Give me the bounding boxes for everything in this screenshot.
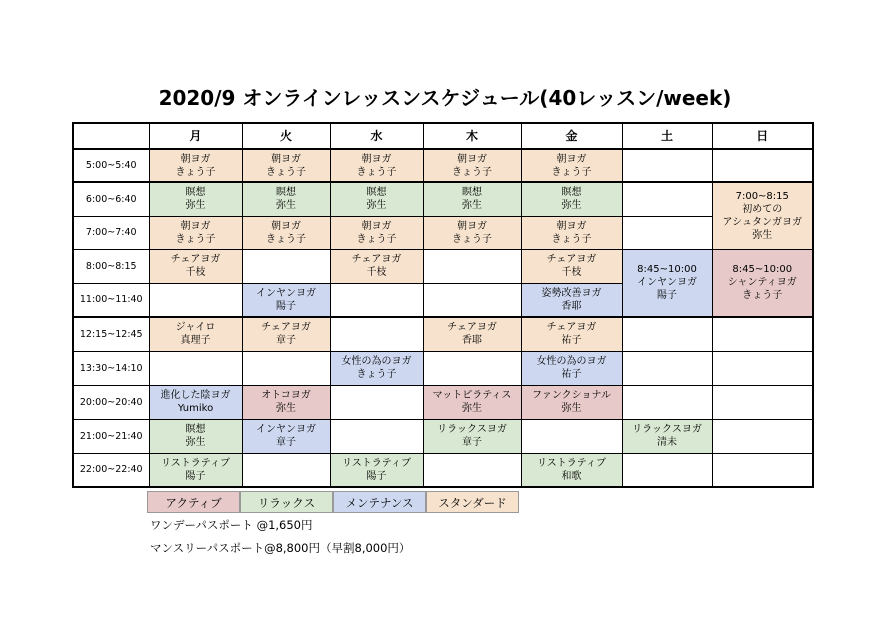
- lesson-cell: チェアヨガ 千枝: [149, 249, 242, 283]
- empty-cell: [242, 453, 330, 487]
- table-row: [73, 216, 813, 249]
- day-header-thu: 木: [423, 123, 521, 149]
- empty-cell: [149, 283, 242, 317]
- lesson-cell: 瞑想 弥生: [242, 182, 330, 216]
- empty-cell: [330, 317, 423, 351]
- legend-standard: スタンダード: [426, 491, 519, 513]
- lesson-cell: 瞑想 弥生: [521, 182, 622, 216]
- lesson-cell: 女性の為のヨガ きょう子: [330, 351, 423, 385]
- lesson-cell: 瞑想 弥生: [423, 182, 521, 216]
- day-header-sat: 土: [622, 123, 712, 149]
- empty-cell: [712, 317, 813, 351]
- time-cell: 20:00~20:40: [73, 385, 149, 419]
- lesson-cell: チェアヨガ 祐子: [521, 317, 622, 351]
- lesson-cell: ジャイロ 真理子: [149, 317, 242, 351]
- time-cell: 7:00~7:40: [73, 216, 149, 249]
- empty-cell: [712, 453, 813, 487]
- empty-cell: [423, 453, 521, 487]
- corner-cell: [73, 123, 149, 149]
- lesson-cell: リストラティブ 和歌: [521, 453, 622, 487]
- lesson-cell: ファンクショナル 弥生: [521, 385, 622, 419]
- empty-cell: [712, 419, 813, 453]
- empty-cell: [242, 351, 330, 385]
- lesson-cell: 朝ヨガ きょう子: [423, 216, 521, 249]
- legend-active: アクティブ: [147, 491, 240, 513]
- lesson-cell: 瞑想 弥生: [149, 419, 242, 453]
- lesson-cell: チェアヨガ 千枝: [330, 249, 423, 283]
- lesson-cell: 7:00~8:15 初めての アシュタンガヨガ 弥生: [712, 182, 813, 249]
- table-row: [73, 149, 813, 182]
- empty-cell: [622, 149, 712, 182]
- lesson-cell: 8:45~10:00 インヤンヨガ 陽子: [622, 249, 712, 317]
- empty-cell: [330, 283, 423, 317]
- time-cell: 8:00~8:15: [73, 249, 149, 283]
- lesson-cell: 朝ヨガ きょう子: [330, 149, 423, 182]
- lesson-cell: 姿勢改善ヨガ 香耶: [521, 283, 622, 317]
- empty-cell: [423, 249, 521, 283]
- lesson-cell: 朝ヨガ きょう子: [242, 149, 330, 182]
- lesson-cell: 朝ヨガ きょう子: [423, 149, 521, 182]
- page-title: 2020/9 オンラインレッスンスケジュール(40レッスン/week): [158, 86, 732, 110]
- empty-cell: [712, 385, 813, 419]
- table-row: [73, 453, 813, 487]
- empty-cell: [712, 351, 813, 385]
- table-row: [73, 182, 813, 216]
- lesson-cell: リストラティブ 陽子: [149, 453, 242, 487]
- table-row: [73, 351, 813, 385]
- time-cell: 12:15~12:45: [73, 317, 149, 351]
- time-cell: 6:00~6:40: [73, 182, 149, 216]
- empty-cell: [149, 351, 242, 385]
- lesson-cell: リラックスヨガ 章子: [423, 419, 521, 453]
- lesson-cell: 朝ヨガ きょう子: [149, 216, 242, 249]
- table-row: [73, 317, 813, 351]
- empty-cell: [330, 385, 423, 419]
- table-row: [73, 385, 813, 419]
- lesson-cell: インヤンヨガ 陽子: [242, 283, 330, 317]
- empty-cell: [521, 419, 622, 453]
- legend-maintenance: メンテナンス: [333, 491, 426, 513]
- day-header-sun: 日: [712, 123, 813, 149]
- table-row: [73, 419, 813, 453]
- table-row: [73, 249, 813, 283]
- lesson-cell: 進化した陰ヨガ Yumiko: [149, 385, 242, 419]
- empty-cell: [423, 351, 521, 385]
- lesson-cell: 朝ヨガ きょう子: [330, 216, 423, 249]
- day-header-tue: 火: [242, 123, 330, 149]
- empty-cell: [622, 216, 712, 249]
- lesson-cell: チェアヨガ 香耶: [423, 317, 521, 351]
- day-header-fri: 金: [521, 123, 622, 149]
- lesson-cell: 朝ヨガ きょう子: [149, 149, 242, 182]
- empty-cell: [622, 453, 712, 487]
- lesson-cell: 8:45~10:00 シャンティヨガ きょう子: [712, 249, 813, 317]
- day-header-row: [73, 123, 813, 149]
- time-cell: 22:00~22:40: [73, 453, 149, 487]
- empty-cell: [330, 419, 423, 453]
- time-cell: 5:00~5:40: [73, 149, 149, 182]
- schedule-table: [72, 122, 814, 488]
- lesson-cell: 女性の為のヨガ 祐子: [521, 351, 622, 385]
- lesson-cell: 朝ヨガ きょう子: [521, 216, 622, 249]
- time-cell: 11:00~11:40: [73, 283, 149, 317]
- day-header-wed: 水: [330, 123, 423, 149]
- empty-cell: [622, 317, 712, 351]
- empty-cell: [242, 249, 330, 283]
- lesson-cell: チェアヨガ 章子: [242, 317, 330, 351]
- lesson-cell: マットピラティス 弥生: [423, 385, 521, 419]
- empty-cell: [622, 182, 712, 216]
- lesson-cell: 瞑想 弥生: [330, 182, 423, 216]
- lesson-cell: チェアヨガ 千枝: [521, 249, 622, 283]
- monthly-pass-note: マンスリーパスポート@8,800円（早割8,000円）: [150, 541, 411, 555]
- color-legend: [147, 491, 519, 513]
- lesson-cell: 朝ヨガ きょう子: [521, 149, 622, 182]
- lesson-cell: オトコヨガ 弥生: [242, 385, 330, 419]
- lesson-cell: 瞑想 弥生: [149, 182, 242, 216]
- empty-cell: [622, 385, 712, 419]
- empty-cell: [423, 283, 521, 317]
- empty-cell: [712, 149, 813, 182]
- empty-cell: [622, 351, 712, 385]
- lesson-cell: インヤンヨガ 章子: [242, 419, 330, 453]
- time-cell: 21:00~21:40: [73, 419, 149, 453]
- lesson-cell: 朝ヨガ きょう子: [242, 216, 330, 249]
- lesson-cell: リストラティブ 陽子: [330, 453, 423, 487]
- day-header-mon: 月: [149, 123, 242, 149]
- legend-relax: リラックス: [240, 491, 333, 513]
- lesson-cell: リラックスヨガ 清未: [622, 419, 712, 453]
- one-day-pass-note: ワンデーパスポート @1,650円: [150, 518, 313, 532]
- time-cell: 13:30~14:10: [73, 351, 149, 385]
